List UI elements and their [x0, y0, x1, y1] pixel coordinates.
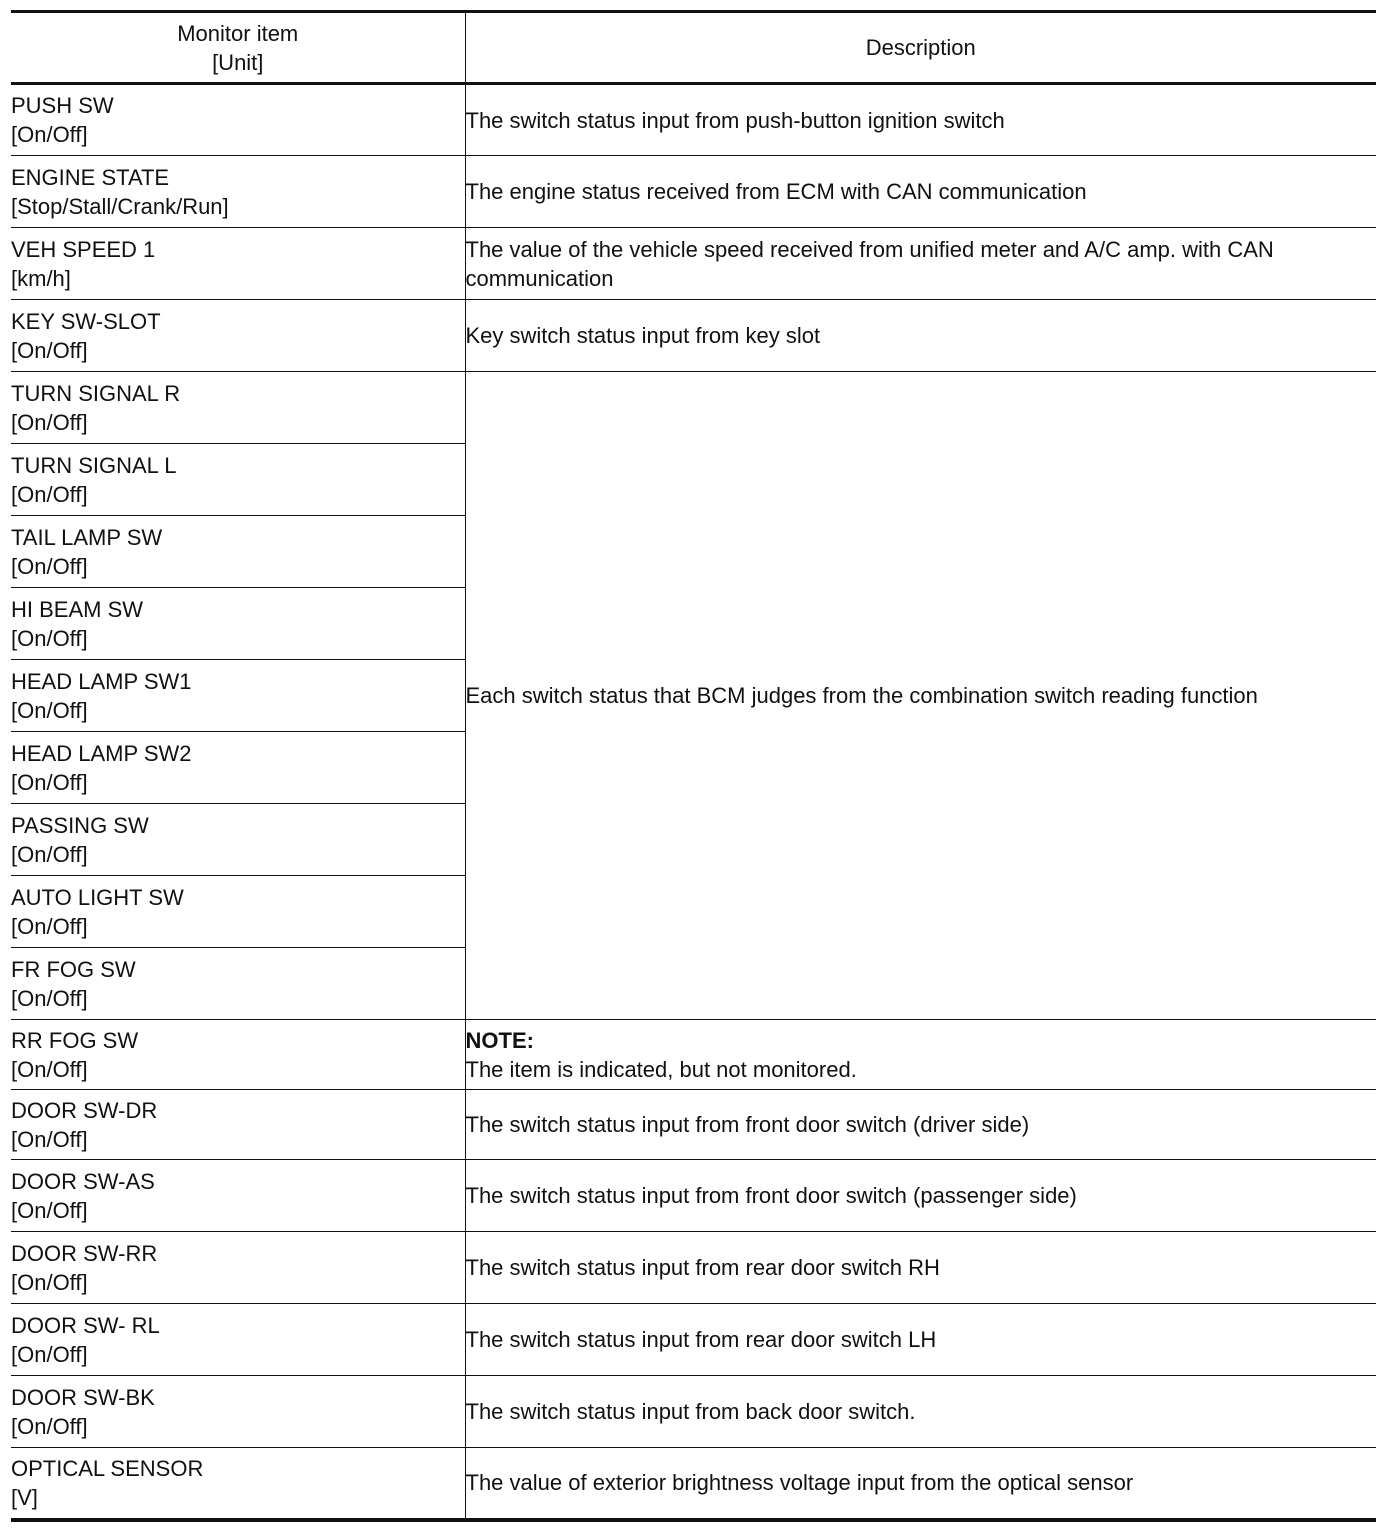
- item-name: PASSING SW: [11, 812, 149, 838]
- item-unit: [On/Off]: [11, 1341, 88, 1367]
- note-title: NOTE:: [465, 1027, 534, 1053]
- monitor-item-cell: [11, 372, 465, 444]
- item-unit: [On/Off]: [11, 1269, 88, 1295]
- combined-description-cell: Each switch status that BCM judges from the combination switch reading function: [465, 372, 1376, 1020]
- item-name: FR FOG SW: [11, 956, 136, 982]
- item-unit: [On/Off]: [11, 985, 88, 1011]
- item-name: HEAD LAMP SW2: [11, 740, 192, 766]
- note-description-cell: [465, 1020, 1376, 1090]
- table-row: [11, 1090, 1376, 1160]
- item-name: KEY SW-SLOT: [11, 308, 161, 334]
- item-name: AUTO LIGHT SW: [11, 884, 184, 910]
- monitor-item-cell: [11, 1090, 465, 1160]
- table-row: [11, 84, 1376, 156]
- table-row: [11, 1020, 1376, 1090]
- table-row: [11, 1448, 1376, 1520]
- item-unit: [On/Off]: [11, 337, 88, 363]
- table-row: [11, 1232, 1376, 1304]
- table-row: [11, 1376, 1376, 1448]
- item-unit: [On/Off]: [11, 697, 88, 723]
- item-unit: [On/Off]: [11, 1197, 88, 1223]
- item-unit: [km/h]: [11, 265, 71, 291]
- item-unit: [On/Off]: [11, 1126, 88, 1152]
- item-name: DOOR SW-BK: [11, 1384, 155, 1410]
- monitor-item-cell: [11, 732, 465, 804]
- table-row: [11, 228, 1376, 300]
- monitor-item-cell: [11, 516, 465, 588]
- table-row: [11, 1160, 1376, 1232]
- table-row: [11, 156, 1376, 228]
- item-unit: [On/Off]: [11, 841, 88, 867]
- item-name: DOOR SW-DR: [11, 1097, 158, 1123]
- description-cell: Key switch status input from key slot: [465, 300, 1376, 372]
- header-unit-label: [Unit]: [212, 49, 264, 75]
- item-unit: [On/Off]: [11, 553, 88, 579]
- description-cell: The switch status input from push-button ignition switch: [465, 84, 1376, 156]
- monitor-item-cell: [11, 1160, 465, 1232]
- item-name: HI BEAM SW: [11, 596, 144, 622]
- item-name: HEAD LAMP SW1: [11, 668, 192, 694]
- item-name: DOOR SW-AS: [11, 1168, 155, 1194]
- description-cell: The switch status input from front door switch (passenger side): [465, 1160, 1376, 1232]
- item-name: TAIL LAMP SW: [11, 524, 163, 550]
- item-unit: [On/Off]: [11, 1056, 88, 1082]
- item-unit: [On/Off]: [11, 913, 88, 939]
- description-cell: The switch status input from front door switch (driver side): [465, 1090, 1376, 1160]
- description-cell: The value of the vehicle speed received from unified meter and A/C amp. with CAN communication: [465, 228, 1376, 300]
- monitor-item-cell: [11, 1448, 465, 1520]
- item-name: TURN SIGNAL R: [11, 380, 181, 406]
- monitor-item-cell: [11, 1020, 465, 1090]
- monitor-item-cell: [11, 876, 465, 948]
- header-monitor-item: [11, 12, 465, 84]
- table-row: [11, 1304, 1376, 1376]
- note-text: The item is indicated, but not monitored.: [465, 1056, 857, 1082]
- item-unit: [On/Off]: [11, 625, 88, 651]
- item-name: TURN SIGNAL L: [11, 452, 177, 478]
- item-name: DOOR SW- RL: [11, 1312, 160, 1338]
- monitor-item-cell: [11, 588, 465, 660]
- header-item-label: Monitor item: [177, 20, 299, 46]
- item-name: OPTICAL SENSOR: [11, 1455, 204, 1481]
- item-unit: [On/Off]: [11, 122, 88, 147]
- monitor-item-cell: [11, 228, 465, 300]
- item-name: PUSH SW: [11, 93, 114, 118]
- item-unit: [On/Off]: [11, 769, 88, 795]
- description-cell: The switch status input from rear door switch RH: [465, 1232, 1376, 1304]
- item-unit: [On/Off]: [11, 409, 88, 435]
- item-name: RR FOG SW: [11, 1027, 139, 1053]
- monitor-item-cell: [11, 156, 465, 228]
- monitor-item-cell: [11, 1232, 465, 1304]
- item-unit: [On/Off]: [11, 481, 88, 507]
- item-unit: [Stop/Stall/Crank/Run]: [11, 193, 229, 219]
- item-unit: [On/Off]: [11, 1413, 88, 1439]
- monitor-item-cell: [11, 948, 465, 1020]
- description-cell: The engine status received from ECM with CAN communication: [465, 156, 1376, 228]
- table-row: [11, 372, 1376, 444]
- description-cell: The value of exterior brightness voltage input from the optical sensor: [465, 1448, 1376, 1520]
- description-cell: The switch status input from rear door switch LH: [465, 1304, 1376, 1376]
- header-description: Description: [465, 12, 1376, 84]
- monitor-item-cell: [11, 444, 465, 516]
- table-header-row: [11, 12, 1376, 84]
- item-name: VEH SPEED 1: [11, 236, 156, 262]
- item-unit: [V]: [11, 1484, 38, 1510]
- item-name: ENGINE STATE: [11, 164, 170, 190]
- monitor-item-cell: [11, 84, 465, 156]
- monitor-item-cell: [11, 804, 465, 876]
- monitor-item-cell: [11, 660, 465, 732]
- monitor-item-table: [11, 10, 1376, 1522]
- item-name: DOOR SW-RR: [11, 1240, 158, 1266]
- description-cell: The switch status input from back door switch.: [465, 1376, 1376, 1448]
- monitor-item-cell: [11, 1304, 465, 1376]
- table-row: [11, 300, 1376, 372]
- monitor-item-cell: [11, 1376, 465, 1448]
- monitor-item-cell: [11, 300, 465, 372]
